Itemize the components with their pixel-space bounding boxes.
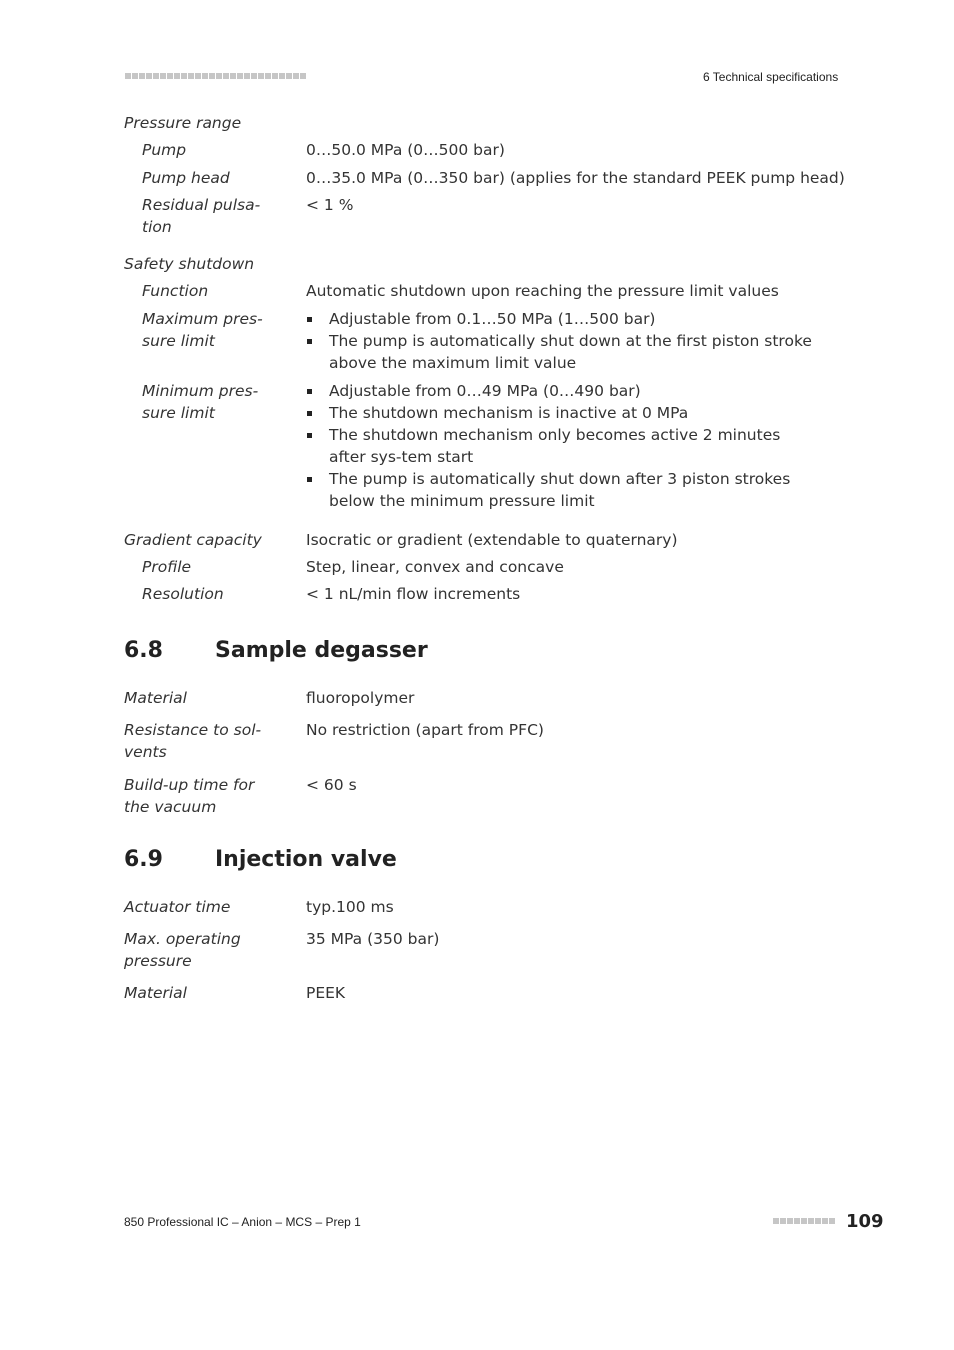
list-item: Adjustable from 0.1…50 MPa (1…500 bar) — [306, 308, 816, 330]
actuator-time-label: Actuator time — [124, 898, 231, 916]
degasser-material-label: Material — [124, 689, 187, 707]
footer-decoration — [773, 1218, 835, 1224]
safety-shutdown-heading: Safety shutdown — [124, 255, 255, 273]
pump-label: Pump — [142, 141, 187, 159]
section-number-6-8: 6.8 — [124, 638, 163, 663]
page-number: 109 — [846, 1211, 884, 1232]
list-item: The pump is automatically shut down after 3 piston strokes below the minimum pressure limit — [306, 468, 816, 512]
pump-head-label: Pump head — [142, 169, 230, 187]
degasser-material-value: fluoropolymer — [306, 689, 415, 707]
max-pressure-limit-list — [306, 308, 816, 374]
list-item: Adjustable from 0…49 MPa (0…490 bar) — [306, 380, 816, 402]
chapter-title: 6 Technical specifications — [703, 70, 839, 84]
resolution-value: < 1 nL/min flow increments — [306, 585, 521, 603]
section-title-sample-degasser: Sample degasser — [215, 638, 428, 663]
valve-material-value: PEEK — [306, 984, 346, 1002]
resolution-label: Resolution — [142, 585, 224, 603]
gradient-capacity-value: Isocratic or gradient (extendable to quaternary) — [306, 531, 678, 549]
header-decoration — [125, 73, 306, 79]
residual-pulsation-label: Residual pulsa- tion — [142, 196, 261, 236]
resistance-label: Resistance to sol- vents — [124, 721, 262, 761]
buildup-time-value: < 60 s — [306, 776, 357, 794]
max-pressure-limit-label: Maximum pres- sure limit — [142, 310, 263, 350]
buildup-time-label: Build-up time for the vacuum — [124, 776, 255, 816]
profile-value: Step, linear, convex and concave — [306, 558, 564, 576]
min-pressure-limit-label: Minimum pres- sure limit — [142, 382, 259, 422]
min-pressure-limit-list — [306, 380, 816, 512]
section-title-injection-valve: Injection valve — [215, 847, 397, 872]
gradient-capacity-label: Gradient capacity — [124, 531, 262, 549]
list-item: The pump is automatically shut down at the first piston stroke above the maximum limit value — [306, 330, 816, 374]
list-item: The shutdown mechanism only becomes active 2 minutes after sys-tem start — [306, 424, 816, 468]
actuator-time-value: typ.100 ms — [306, 898, 394, 916]
function-value: Automatic shutdown upon reaching the pressure limit values — [306, 282, 779, 300]
pump-head-value: 0…35.0 MPa (0…350 bar) (applies for the standard PEEK pump head) — [306, 169, 845, 187]
valve-material-label: Material — [124, 984, 187, 1002]
max-operating-pressure-value: 35 MPa (350 bar) — [306, 930, 440, 948]
residual-pulsation-value: < 1 % — [306, 196, 354, 214]
resistance-value: No restriction (apart from PFC) — [306, 721, 544, 739]
section-number-6-9: 6.9 — [124, 847, 163, 872]
list-item: The shutdown mechanism is inactive at 0 MPa — [306, 402, 816, 424]
pressure-range-heading: Pressure range — [124, 114, 242, 132]
footer-product-name: 850 Professional IC – Anion – MCS – Prep 1 — [124, 1215, 361, 1229]
function-label: Function — [142, 282, 209, 300]
profile-label: Profile — [142, 558, 192, 576]
pump-value: 0…50.0 MPa (0…500 bar) — [306, 141, 505, 159]
max-operating-pressure-label: Max. operating pressure — [124, 930, 241, 970]
